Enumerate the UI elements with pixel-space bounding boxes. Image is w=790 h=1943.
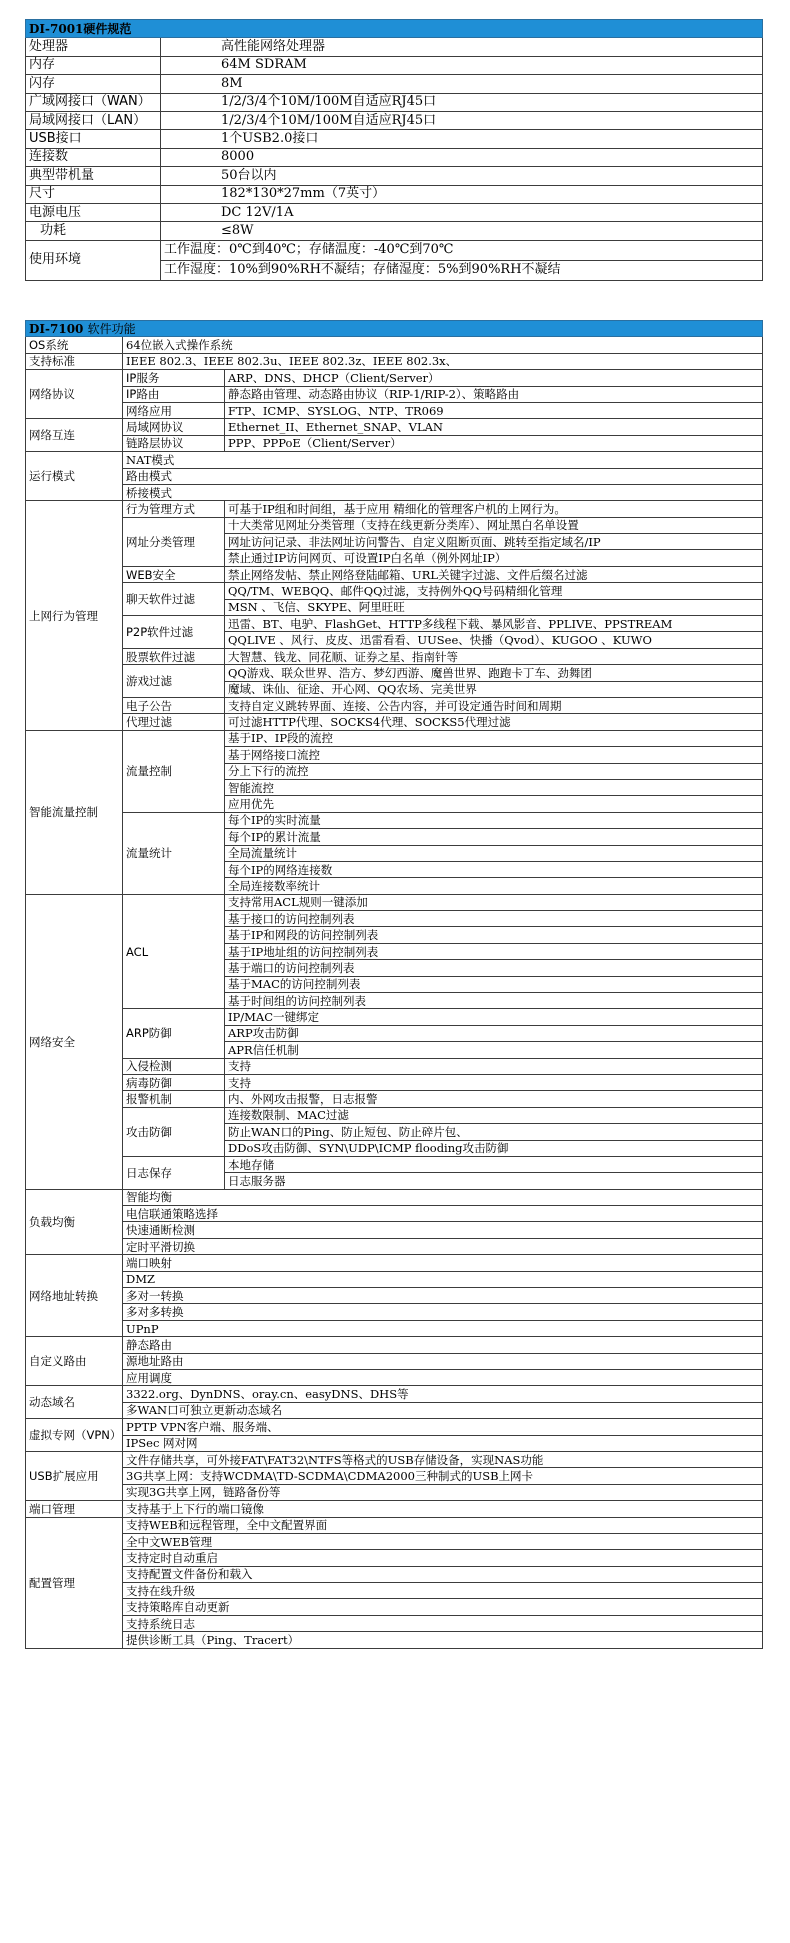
feature-value: 基于IP和网段的访问控制列表 — [225, 927, 763, 943]
feature-value: 支持常用ACL规则一键添加 — [225, 894, 763, 910]
spec-label: 广域网接口（WAN） — [26, 93, 161, 111]
feature-value: 迅雷、BT、电驴、FlashGet、HTTP多线程下载、暴风影音、PPLIVE、PPSTREAM — [225, 616, 763, 632]
feature-row — [26, 1222, 763, 1238]
spec-label: 局域网接口（LAN） — [26, 111, 161, 129]
spec-value: 1/2/3/4个10M/100M自适应RJ45口 — [161, 93, 763, 111]
hardware-row — [26, 222, 763, 240]
feature-value: 应用优先 — [225, 796, 763, 812]
feature-category: 负载均衡 — [26, 1189, 123, 1255]
feature-value: PPP、PPPoE（Client/Server） — [225, 435, 763, 451]
feature-row — [26, 1156, 763, 1172]
feature-subcategory: 攻击防御 — [123, 1107, 225, 1156]
feature-row — [26, 1468, 763, 1484]
hardware-row — [26, 111, 763, 129]
feature-value: 基于MAC的访问控制列表 — [225, 976, 763, 992]
feature-value: 内、外网攻击报警，日志报警 — [225, 1091, 763, 1107]
feature-value: 智能均衡 — [123, 1189, 763, 1205]
spec-value: 182*130*27mm（7英寸） — [161, 185, 763, 203]
feature-row — [26, 1402, 763, 1418]
feature-value: Ethernet_II、Ethernet_SNAP、VLAN — [225, 419, 763, 435]
feature-row — [26, 1583, 763, 1599]
feature-row — [26, 1599, 763, 1615]
feature-row — [26, 1451, 763, 1467]
feature-subcategory: 聊天软件过滤 — [123, 583, 225, 616]
feature-row — [26, 1632, 763, 1648]
feature-row — [26, 337, 763, 353]
spec-label: 闪存 — [26, 75, 161, 93]
feature-row — [26, 583, 763, 599]
feature-row — [26, 452, 763, 468]
spec-value: 8000 — [161, 148, 763, 166]
feature-value: 支持在线升级 — [123, 1583, 763, 1599]
feature-value: IEEE 802.3、IEEE 802.3u、IEEE 802.3z、IEEE 802.3x、 — [123, 353, 763, 369]
feature-value: 支持系统日志 — [123, 1615, 763, 1631]
feature-value: 支持自定义跳转界面、连接、公告内容，并可设定通告时间和周期 — [225, 697, 763, 713]
feature-subcategory: 局域网协议 — [123, 419, 225, 435]
feature-row — [26, 1615, 763, 1631]
feature-value: 源地址路由 — [123, 1353, 763, 1369]
spec-value: ≤8W — [161, 222, 763, 240]
feature-value: QQ/TM、WEBQQ、邮件QQ过滤，支持例外QQ号码精细化管理 — [225, 583, 763, 599]
feature-value: 静态路由 — [123, 1337, 763, 1353]
feature-subcategory: 游戏过滤 — [123, 665, 225, 698]
feature-value: 桥接模式 — [123, 484, 763, 500]
feature-subcategory: 日志保存 — [123, 1156, 225, 1189]
hardware-row — [26, 93, 763, 111]
feature-row — [26, 1419, 763, 1435]
software-feature-table — [25, 320, 763, 1649]
feature-value: 3G共享上网：支持WCDMA\TD-SCDMA\CDMA2000三种制式的USB上网卡 — [123, 1468, 763, 1484]
feature-category: 上网行为管理 — [26, 501, 123, 730]
feature-value: 支持基于上下行的端口镜像 — [123, 1501, 763, 1517]
feature-value: 全中文WEB管理 — [123, 1533, 763, 1549]
feature-value: 魔域、诛仙、征途、开心网、QQ农场、完美世界 — [225, 681, 763, 697]
spec-value: 50台以内 — [161, 167, 763, 185]
feature-category: 动态域名 — [26, 1386, 123, 1419]
feature-row — [26, 484, 763, 500]
feature-row — [26, 468, 763, 484]
spec-value: 8M — [161, 75, 763, 93]
feature-value: 每个IP的网络连接数 — [225, 861, 763, 877]
hardware-row — [26, 56, 763, 74]
feature-value: 支持定时自动重启 — [123, 1550, 763, 1566]
feature-value: IP/MAC一键绑定 — [225, 1009, 763, 1025]
feature-row — [26, 812, 763, 828]
feature-subcategory: 网络应用 — [123, 402, 225, 418]
feature-value: 提供诊断工具（Ping、Tracert） — [123, 1632, 763, 1648]
feature-value: 路由模式 — [123, 468, 763, 484]
feature-row — [26, 1370, 763, 1386]
spec-label: 电源电压 — [26, 203, 161, 221]
feature-row — [26, 386, 763, 402]
feature-row — [26, 665, 763, 681]
feature-row — [26, 1501, 763, 1517]
feature-value: 实现3G共享上网，链路备份等 — [123, 1484, 763, 1500]
feature-value: 全局流量统计 — [225, 845, 763, 861]
feature-value: 多对一转换 — [123, 1288, 763, 1304]
feature-category: 自定义路由 — [26, 1337, 123, 1386]
feature-subcategory: 入侵检测 — [123, 1058, 225, 1074]
hardware-row — [26, 240, 763, 260]
feature-value: 定时平滑切换 — [123, 1238, 763, 1254]
feature-row — [26, 616, 763, 632]
feature-subcategory: ARP防御 — [123, 1009, 225, 1058]
software-title — [26, 321, 763, 337]
feature-row — [26, 1288, 763, 1304]
spec-label: 内存 — [26, 56, 161, 74]
feature-row — [26, 1271, 763, 1287]
feature-category: 网络互连 — [26, 419, 123, 452]
feature-category: 网络安全 — [26, 894, 123, 1189]
feature-value: 网址访问记录、非法网址访问警告、自定义阻断页面、跳转至指定域名/IP — [225, 534, 763, 550]
spec-value: 1/2/3/4个10M/100M自适应RJ45口 — [161, 111, 763, 129]
feature-value: 文件存储共享，可外接FAT\FAT32\NTFS等格式的USB存储设备，实现NAS功能 — [123, 1451, 763, 1467]
feature-value: 支持WEB和远程管理，全中文配置界面 — [123, 1517, 763, 1533]
feature-value: MSN 、飞信、SKYPE、阿里旺旺 — [225, 599, 763, 615]
feature-row — [26, 1517, 763, 1533]
hardware-row — [26, 203, 763, 221]
feature-category: 网络协议 — [26, 370, 123, 419]
feature-value: 全局连接数率统计 — [225, 878, 763, 894]
feature-row — [26, 1386, 763, 1402]
hardware-title: DI-7001硬件规范 — [26, 20, 763, 38]
feature-subcategory: 流量统计 — [123, 812, 225, 894]
feature-row — [26, 370, 763, 386]
feature-value: PPTP VPN客户端、服务端、 — [123, 1419, 763, 1435]
spec-label: 功耗 — [26, 222, 161, 240]
spec-value: DC 12V/1A — [161, 203, 763, 221]
feature-value: DDoS攻击防御、SYN\UDP\ICMP flooding攻击防御 — [225, 1140, 763, 1156]
feature-row — [26, 1091, 763, 1107]
feature-value: UPnP — [123, 1320, 763, 1336]
feature-row — [26, 1353, 763, 1369]
feature-row — [26, 1074, 763, 1090]
feature-subcategory: 病毒防御 — [123, 1074, 225, 1090]
hardware-spec-table — [25, 19, 763, 281]
feature-row — [26, 1189, 763, 1205]
feature-row — [26, 894, 763, 910]
feature-value: 应用调度 — [123, 1370, 763, 1386]
software-title-row — [26, 321, 763, 337]
feature-value: 支持策略库自动更新 — [123, 1599, 763, 1615]
feature-value: 禁止网络发帖、禁止网络登陆邮箱、URL关键字过滤、文件后缀名过滤 — [225, 566, 763, 582]
feature-value: 日志服务器 — [225, 1173, 763, 1189]
spec-label: 典型带机量 — [26, 167, 161, 185]
feature-value: 快速通断检测 — [123, 1222, 763, 1238]
feature-row — [26, 1320, 763, 1336]
feature-row — [26, 1435, 763, 1451]
hardware-row — [26, 130, 763, 148]
feature-value: QQLIVE 、风行、皮皮、迅雷看看、UUSee、快播（Qvod）、KUGOO 、KUWO — [225, 632, 763, 648]
feature-subcategory: WEB安全 — [123, 566, 225, 582]
feature-value: IPSec 网对网 — [123, 1435, 763, 1451]
feature-subcategory: 行为管理方式 — [123, 501, 225, 517]
feature-value: 支持 — [225, 1058, 763, 1074]
software-title-model: DI-7100 — [29, 321, 84, 336]
spec-value: 工作湿度：10%到90%RH不凝结；存储湿度：5%到90%RH不凝结 — [161, 260, 763, 280]
feature-subcategory: 股票软件过滤 — [123, 648, 225, 664]
feature-value: FTP、ICMP、SYSLOG、NTP、TR069 — [225, 402, 763, 418]
feature-value: QQ游戏、联众世界、浩方、梦幻西游、魔兽世界、跑跑卡丁车、劲舞团 — [225, 665, 763, 681]
feature-value: 电信联通策略选择 — [123, 1206, 763, 1222]
feature-category: 运行模式 — [26, 452, 123, 501]
feature-row — [26, 566, 763, 582]
feature-row — [26, 730, 763, 746]
spec-value: 高性能网络处理器 — [161, 38, 763, 56]
feature-value: 支持 — [225, 1074, 763, 1090]
spec-label: 处理器 — [26, 38, 161, 56]
feature-value: 基于接口的访问控制列表 — [225, 911, 763, 927]
feature-subcategory: 报警机制 — [123, 1091, 225, 1107]
hardware-row — [26, 38, 763, 56]
feature-row — [26, 402, 763, 418]
feature-subcategory: 流量控制 — [123, 730, 225, 812]
hardware-title-row — [26, 20, 763, 38]
feature-subcategory: IP路由 — [123, 386, 225, 402]
feature-subcategory: P2P软件过滤 — [123, 616, 225, 649]
feature-row — [26, 1566, 763, 1582]
feature-subcategory: 链路层协议 — [123, 435, 225, 451]
feature-value: APR信任机制 — [225, 1042, 763, 1058]
feature-value: 多对多转换 — [123, 1304, 763, 1320]
feature-value: 禁止通过IP访问网页、可设置IP白名单（例外网址IP） — [225, 550, 763, 566]
feature-row — [26, 1484, 763, 1500]
feature-row — [26, 501, 763, 517]
feature-value: 每个IP的累计流量 — [225, 829, 763, 845]
feature-value: 端口映射 — [123, 1255, 763, 1271]
feature-row — [26, 697, 763, 713]
feature-value: 可基于IP组和时间组，基于应用 精细化的管理客户机的上网行为。 — [225, 501, 763, 517]
feature-row — [26, 1206, 763, 1222]
feature-category: 配置管理 — [26, 1517, 123, 1648]
feature-row — [26, 435, 763, 451]
hardware-row — [26, 167, 763, 185]
feature-row — [26, 1255, 763, 1271]
hardware-row — [26, 148, 763, 166]
feature-value: 十大类常见网址分类管理（支持在线更新分类库）、网址黑白名单设置 — [225, 517, 763, 533]
feature-row — [26, 419, 763, 435]
spec-value: 1个USB2.0接口 — [161, 130, 763, 148]
feature-value: 基于时间组的访问控制列表 — [225, 993, 763, 1009]
feature-row — [26, 517, 763, 533]
feature-value: 防止WAN口的Ping、防止短包、防止碎片包、 — [225, 1124, 763, 1140]
feature-value: 本地存储 — [225, 1156, 763, 1172]
feature-category: OS系统 — [26, 337, 123, 353]
feature-value: 大智慧、钱龙、同花顺、证券之星、指南针等 — [225, 648, 763, 664]
feature-category: USB扩展应用 — [26, 1451, 123, 1500]
hardware-row — [26, 75, 763, 93]
feature-row — [26, 1533, 763, 1549]
feature-subcategory: IP服务 — [123, 370, 225, 386]
spec-value: 工作温度：0℃到40℃；存储温度：-40℃到70℃ — [161, 240, 763, 260]
feature-value: 基于IP、IP段的流控 — [225, 730, 763, 746]
feature-value: 智能流控 — [225, 779, 763, 795]
software-title-suffix: 软件功能 — [87, 321, 136, 336]
feature-subcategory: 代理过滤 — [123, 714, 225, 730]
feature-subcategory: ACL — [123, 894, 225, 1009]
feature-row — [26, 1304, 763, 1320]
feature-value: 每个IP的实时流量 — [225, 812, 763, 828]
spec-value: 64M SDRAM — [161, 56, 763, 74]
feature-value: 基于端口的访问控制列表 — [225, 960, 763, 976]
feature-row — [26, 714, 763, 730]
feature-row — [26, 1058, 763, 1074]
spec-label: 尺寸 — [26, 185, 161, 203]
spec-label: USB接口 — [26, 130, 161, 148]
feature-row — [26, 1107, 763, 1123]
feature-row — [26, 1550, 763, 1566]
spec-label: 连接数 — [26, 148, 161, 166]
feature-value: 静态路由管理、动态路由协议（RIP-1/RIP-2）、策略路由 — [225, 386, 763, 402]
feature-row — [26, 1009, 763, 1025]
feature-subcategory: 电子公告 — [123, 697, 225, 713]
feature-value: 基于IP地址组的访问控制列表 — [225, 943, 763, 959]
feature-value: DMZ — [123, 1271, 763, 1287]
feature-value: 基于网络接口流控 — [225, 747, 763, 763]
feature-row — [26, 648, 763, 664]
feature-row — [26, 353, 763, 369]
feature-value: NAT模式 — [123, 452, 763, 468]
feature-value: 分上下行的流控 — [225, 763, 763, 779]
feature-value: 64位嵌入式操作系统 — [123, 337, 763, 353]
hardware-row — [26, 185, 763, 203]
feature-value: 3322.org、DynDNS、oray.cn、easyDNS、DHS等 — [123, 1386, 763, 1402]
feature-subcategory: 网址分类管理 — [123, 517, 225, 566]
feature-category: 网络地址转换 — [26, 1255, 123, 1337]
feature-category: 智能流量控制 — [26, 730, 123, 894]
feature-value: 多WAN口可独立更新动态域名 — [123, 1402, 763, 1418]
feature-value: ARP、DNS、DHCP（Client/Server） — [225, 370, 763, 386]
spec-label: 使用环境 — [26, 240, 161, 280]
feature-value: 连接数限制、MAC过滤 — [225, 1107, 763, 1123]
feature-row — [26, 1238, 763, 1254]
feature-value: ARP攻击防御 — [225, 1025, 763, 1041]
feature-category: 支持标准 — [26, 353, 123, 369]
feature-row — [26, 1337, 763, 1353]
feature-category: 端口管理 — [26, 1501, 123, 1517]
feature-value: 支持配置文件备份和载入 — [123, 1566, 763, 1582]
feature-value: 可过滤HTTP代理、SOCKS4代理、SOCKS5代理过滤 — [225, 714, 763, 730]
feature-category: 虚拟专网（VPN） — [26, 1419, 123, 1452]
